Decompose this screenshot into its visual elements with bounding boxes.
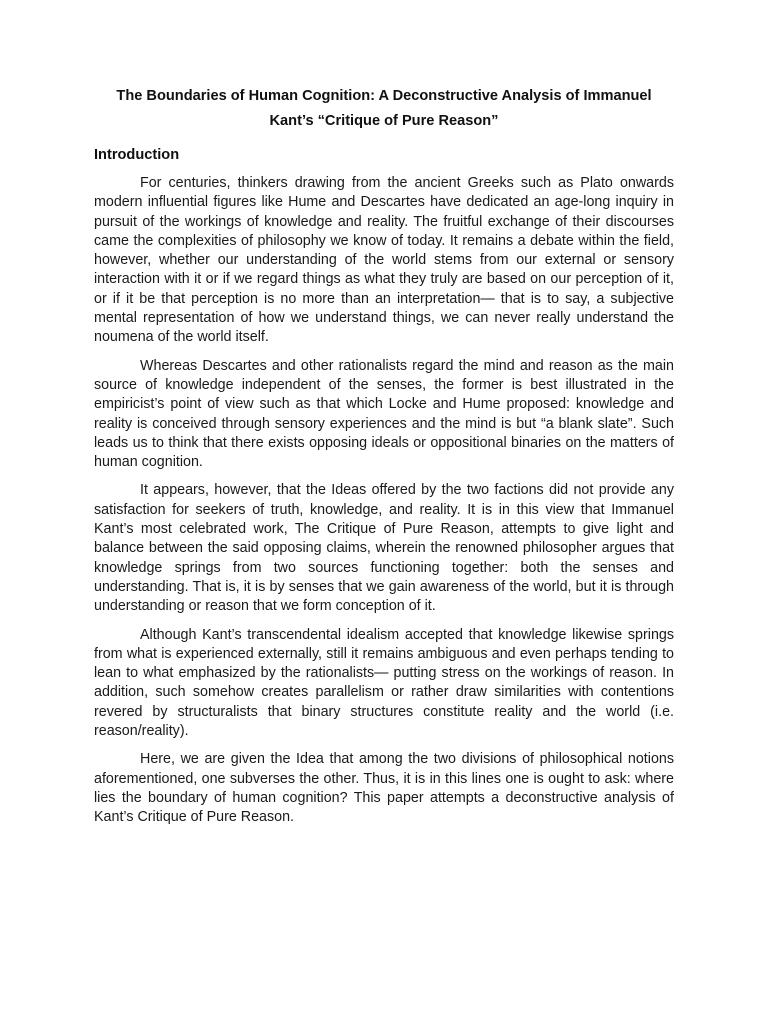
- paragraph-1: For centuries, thinkers drawing from the ancient Greeks such as Plato onwards modern influential figures like Hume and Descartes have dedicated an age-long inquiry in pursuit of the workings of knowledge and reality. The fruitful exchange of their discourses came the complexities of philosophy we know of today. It remains a debate within the field, however, whether our understanding of the world stems from our external or sensory interaction with it or if we regard things as what they truly are based on our perception of it, or if it be that perception is no more than an interpretation— that is to say, a subjective mental representation of how we understand things, we can never really understand the noumena of the world itself.: [94, 175, 674, 346]
- document-title: The Boundaries of Human Cognition: A Deconstructive Analysis of Immanuel Kant’s “Critique of Pure Reason”: [116, 88, 652, 129]
- paragraph-4: Although Kant’s transcendental idealism accepted that knowledge likewise springs from what is experienced externally, still it remains ambiguous and even perhaps tending to lean to what emphasized by the rationalists— putting stress on the workings of reason. In addition, such somehow creates parallelism or rather draw similarities with contentions revered by structuralists that binary structures constitute reality and the world (i.e. reason/reality).: [94, 626, 674, 740]
- paragraph-5: Here, we are given the Idea that among the two divisions of philosophical notions aforementioned, one subverses the other. Thus, it is in this lines one is ought to ask: where lies the boundary of human cognition? This paper attempts a deconstructive analysis of Kant’s Critique of Pure Reason.: [94, 751, 674, 826]
- section-heading-introduction: Introduction: [94, 147, 180, 163]
- paragraph-3: It appears, however, that the Ideas offered by the two factions did not provide any satisfaction for seekers of truth, knowledge, and reality. It is in this view that Immanuel Kant’s most celebrated work, The Critique of Pure Reason, attempts to give light and balance between the said opposing claims, wherein the renowned philosopher argues that knowledge springs from two sources functioning together: both the senses and understanding. That is, it is by senses that we gain awareness of the world, but it is through understanding or reason that we form conception of it.: [94, 482, 674, 615]
- paragraph-2: Whereas Descartes and other rationalists regard the mind and reason as the main source of knowledge independent of the senses, the former is best illustrated in the empiricist’s point of view such as that which Locke and Hume proposed: knowledge and reality is conceived through sensory experiences and the mind is but “a blank slate”. Such leads us to think that there exists opposing ideals or oppositional binaries on the matters of human cognition.: [94, 357, 674, 471]
- document-body: [94, 174, 674, 837]
